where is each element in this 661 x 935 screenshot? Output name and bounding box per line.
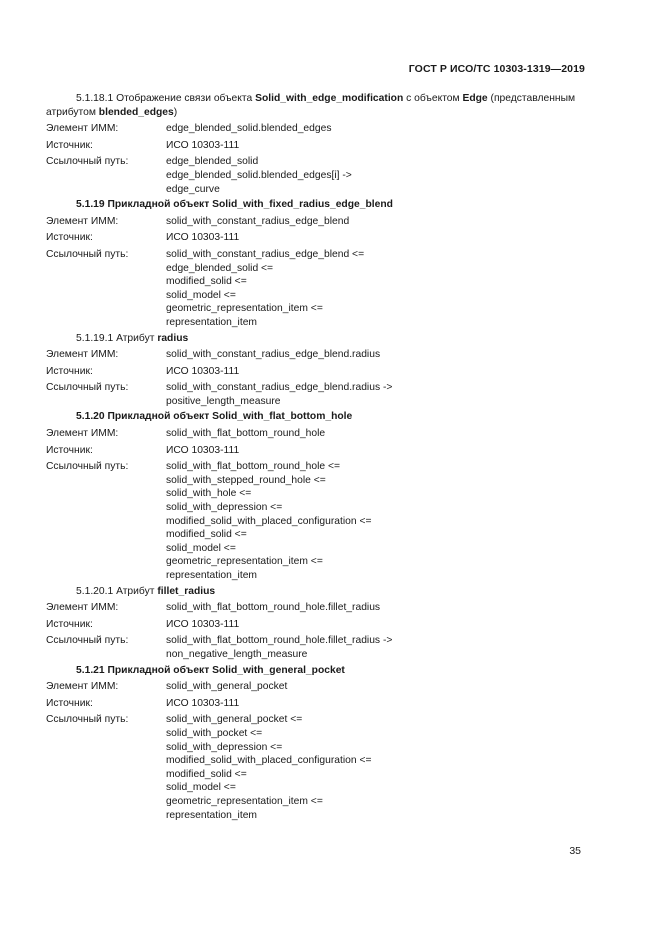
element-value: solid_with_constant_radius_edge_blend.radius xyxy=(166,349,381,361)
source-value: ИСО 10303-111 xyxy=(166,618,240,630)
reference-path-label: Ссылочный путь: xyxy=(46,461,129,473)
source-label: Источник: xyxy=(46,139,93,151)
attribute-name: radius xyxy=(157,332,189,344)
attribute-name: fillet_radius xyxy=(157,585,216,597)
reference-path-value xyxy=(166,381,586,408)
element-label: Элемент ИММ: xyxy=(46,428,119,440)
intro-text: с объектом xyxy=(403,93,463,104)
section-heading: 5.1.19 Прикладной объект Solid_with_fixed_radius_edge_blend xyxy=(76,199,393,211)
source-row xyxy=(46,697,586,711)
source-value: ИСО 10303-111 xyxy=(166,697,240,709)
intro-entity: Edge xyxy=(462,93,488,104)
element-row xyxy=(46,215,586,229)
intro-entity: Solid_with_edge_modification xyxy=(255,93,404,104)
source-row xyxy=(46,139,586,153)
element-label: Элемент ИММ: xyxy=(46,602,119,614)
section-heading: 5.1.20 Прикладной объект Solid_with_flat_bottom_hole xyxy=(76,411,353,423)
reference-path-row xyxy=(46,634,586,661)
intro-paragraph xyxy=(46,92,586,119)
attribute-heading xyxy=(46,332,586,346)
reference-path-line: solid_with_pocket <= xyxy=(166,727,263,739)
reference-path-label: Ссылочный путь: xyxy=(46,248,129,260)
source-value: ИСО 10303-111 xyxy=(166,444,240,456)
document-body xyxy=(46,92,586,822)
reference-path-line: solid_with_stepped_round_hole <= xyxy=(166,474,326,486)
reference-path-value xyxy=(166,155,586,196)
reference-path-row xyxy=(46,713,586,822)
reference-path-line: edge_blended_solid.blended_edges[i] -> xyxy=(166,169,352,181)
reference-path-value xyxy=(166,713,586,822)
element-label: Элемент ИММ: xyxy=(46,123,119,135)
element-value: solid_with_general_pocket xyxy=(166,681,288,693)
intro-text: (представленным атрибутом xyxy=(46,93,576,118)
source-label: Источник: xyxy=(46,618,93,630)
source-row xyxy=(46,365,586,379)
reference-path-value xyxy=(166,248,586,330)
reference-path-line: non_negative_length_measure xyxy=(166,648,308,660)
element-row xyxy=(46,427,586,441)
reference-path-row xyxy=(46,248,586,330)
reference-path-label: Ссылочный путь: xyxy=(46,156,129,168)
reference-path-line: edge_blended_solid <= xyxy=(166,262,274,274)
reference-path-value xyxy=(166,460,586,582)
source-label: Источник: xyxy=(46,365,93,377)
element-row xyxy=(46,122,586,136)
reference-path-line: modified_solid_with_placed_configuration <= xyxy=(166,755,372,767)
reference-path-line: modified_solid <= xyxy=(166,276,247,288)
reference-path-line: solid_with_hole <= xyxy=(166,488,252,500)
source-label: Источник: xyxy=(46,232,93,244)
source-value: ИСО 10303-111 xyxy=(166,232,240,244)
reference-path-line: representation_item xyxy=(166,316,258,328)
element-value: solid_with_flat_bottom_round_hole xyxy=(166,428,326,440)
reference-path-line: solid_with_constant_radius_edge_blend.radius -> xyxy=(166,382,393,394)
reference-path-line: solid_model <= xyxy=(166,542,236,554)
reference-path-line: solid_model <= xyxy=(166,782,236,794)
reference-path-row xyxy=(46,460,586,582)
reference-path-line: modified_solid <= xyxy=(166,768,247,780)
source-label: Источник: xyxy=(46,444,93,456)
element-label: Элемент ИММ: xyxy=(46,349,119,361)
element-label: Элемент ИММ: xyxy=(46,681,119,693)
mapping-blocks xyxy=(46,122,586,822)
element-row xyxy=(46,348,586,362)
reference-path-line: geometric_representation_item <= xyxy=(166,556,323,568)
reference-path-line: solid_model <= xyxy=(166,289,236,301)
element-value: solid_with_flat_bottom_round_hole.fillet_radius xyxy=(166,602,381,614)
element-label: Элемент ИММ: xyxy=(46,215,119,227)
reference-path-row xyxy=(46,155,586,196)
element-row xyxy=(46,601,586,615)
reference-path-line: solid_with_flat_bottom_round_hole <= xyxy=(166,461,341,473)
reference-path-row xyxy=(46,381,586,408)
element-value: edge_blended_solid.blended_edges xyxy=(166,123,332,135)
reference-path-label: Ссылочный путь: xyxy=(46,382,129,394)
reference-path-line: solid_with_flat_bottom_round_hole.fillet_radius -> xyxy=(166,635,393,647)
reference-path-line: edge_blended_solid xyxy=(166,156,259,168)
source-label: Источник: xyxy=(46,697,93,709)
reference-path-line: geometric_representation_item <= xyxy=(166,795,323,807)
source-value: ИСО 10303-111 xyxy=(166,139,240,151)
reference-path-label: Ссылочный путь: xyxy=(46,714,129,726)
reference-path-line: representation_item xyxy=(166,570,258,581)
element-row xyxy=(46,680,586,694)
reference-path-line: solid_with_depression <= xyxy=(166,502,283,514)
reference-path-line: solid_with_general_pocket <= xyxy=(166,714,303,726)
reference-path-line: modified_solid_with_placed_configuration <= xyxy=(166,515,372,527)
reference-path-value xyxy=(166,634,586,661)
reference-path-line: solid_with_constant_radius_edge_blend <= xyxy=(166,248,365,260)
source-value: ИСО 10303-111 xyxy=(166,365,240,377)
page-number: 35 xyxy=(569,845,581,857)
reference-path-label: Ссылочный путь: xyxy=(46,635,129,647)
reference-path-line: solid_with_depression <= xyxy=(166,741,283,753)
document-header: ГОСТ Р ИСО/ТС 10303-1319—2019 xyxy=(408,63,585,75)
reference-path-line: geometric_representation_item <= xyxy=(166,303,323,315)
attribute-heading xyxy=(46,585,586,599)
intro-attribute: blended_edges xyxy=(98,106,174,118)
reference-path-line: representation_item xyxy=(166,809,258,821)
section-heading: 5.1.21 Прикладной объект Solid_with_general_pocket xyxy=(76,664,345,676)
source-row xyxy=(46,444,586,458)
attribute-heading-prefix: 5.1.19.1 Атрибут xyxy=(76,332,158,344)
reference-path-line: positive_length_measure xyxy=(166,395,281,407)
reference-path-line: modified_solid <= xyxy=(166,529,247,541)
source-row xyxy=(46,618,586,632)
source-row xyxy=(46,231,586,245)
attribute-heading-prefix: 5.1.20.1 Атрибут xyxy=(76,585,158,597)
element-value: solid_with_constant_radius_edge_blend xyxy=(166,215,350,227)
intro-text: 5.1.18.1 Отображение связи объекта xyxy=(76,93,256,104)
reference-path-line: edge_curve xyxy=(166,183,220,195)
intro-text: ) xyxy=(173,106,178,118)
